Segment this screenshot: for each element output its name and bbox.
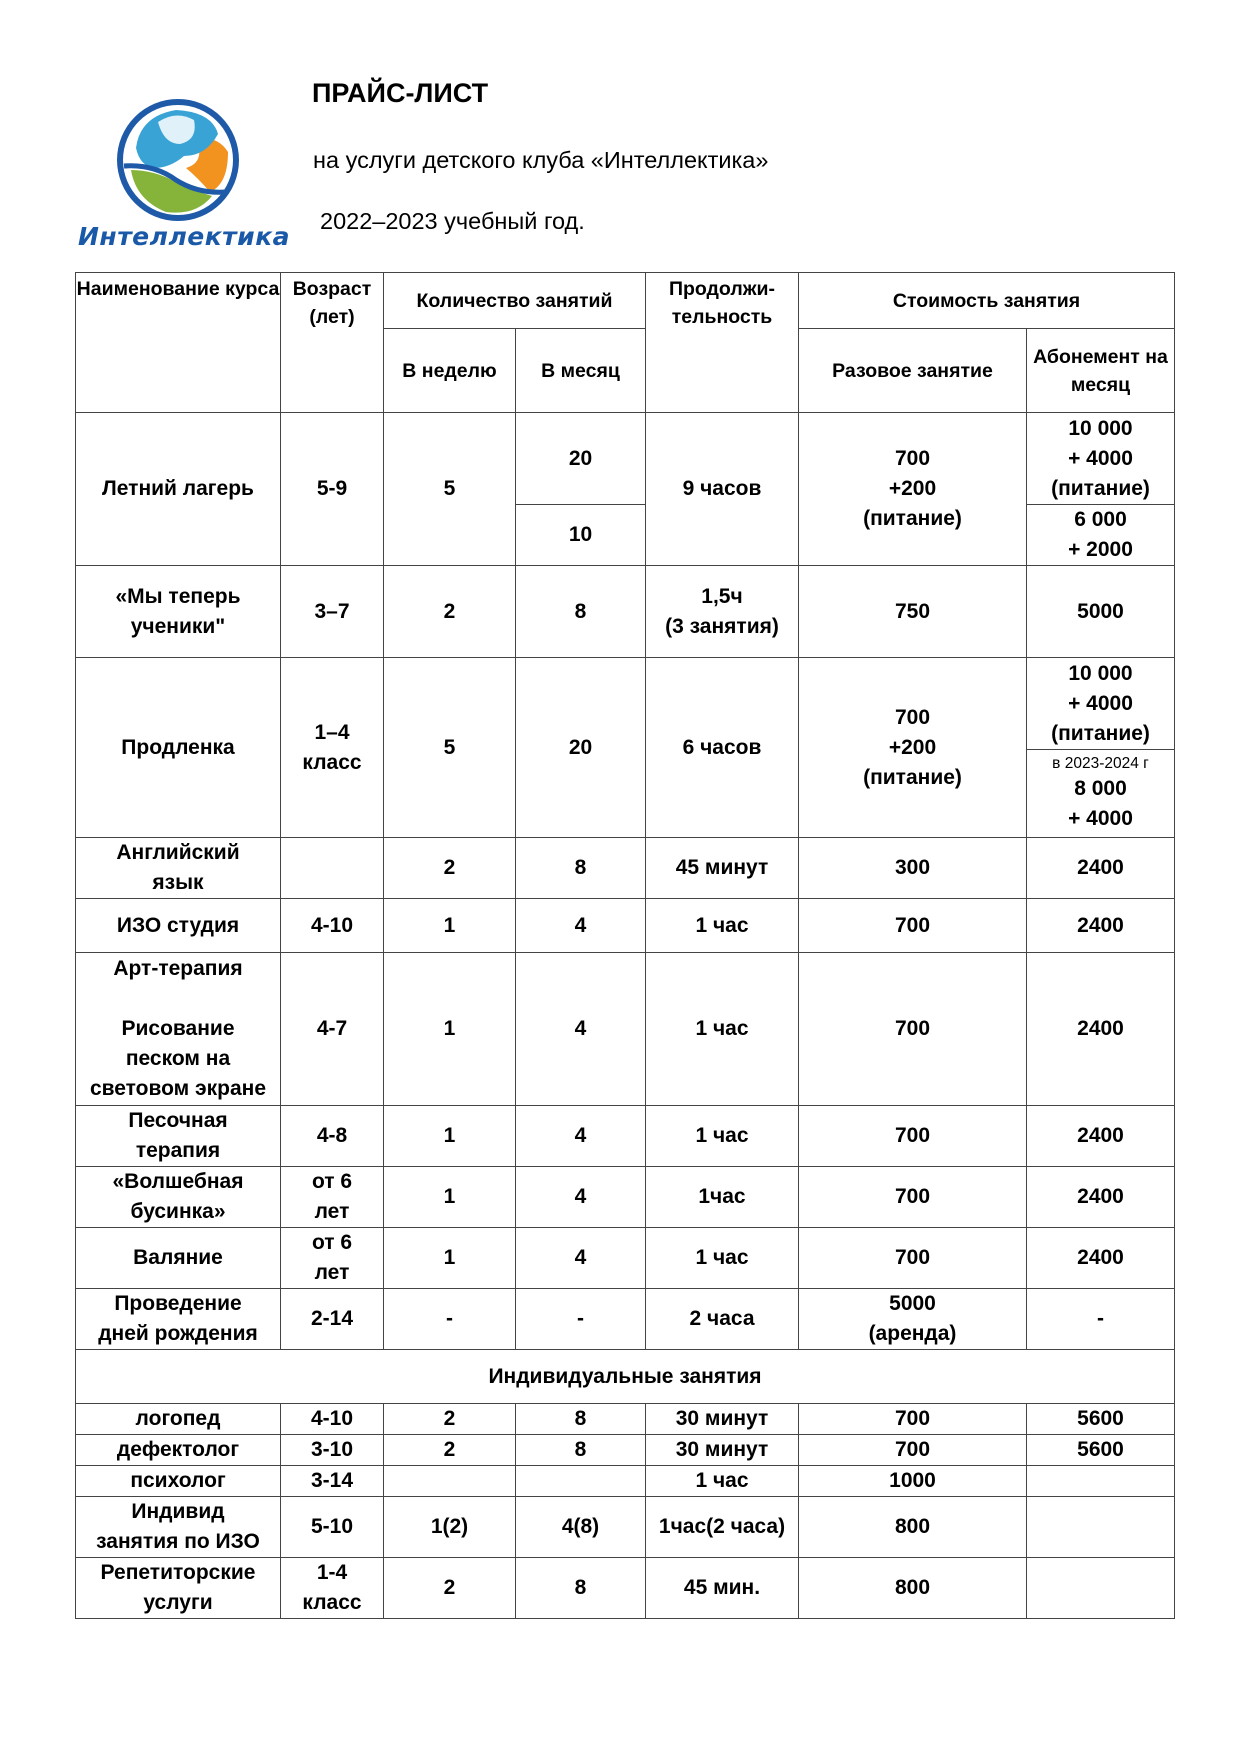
course-name: Летний лагерь <box>76 413 281 566</box>
course-subscription: 6 000 + 2000 <box>1027 505 1175 566</box>
table-row <box>76 1289 1175 1350</box>
table-row <box>76 1466 1175 1497</box>
price-table <box>75 272 1175 1619</box>
course-duration: 1 час <box>646 1106 799 1167</box>
course-per-month: 20 <box>516 413 646 505</box>
subscription-note: в 2023-2024 г <box>1052 754 1149 772</box>
course-per-month: 8 <box>516 838 646 899</box>
course-duration: 45 мин. <box>646 1558 799 1619</box>
course-age: от 6 лет <box>281 1167 384 1228</box>
course-name: дефектолог <box>76 1435 281 1466</box>
course-per-week: 2 <box>384 1435 516 1466</box>
header-cost: Стоимость занятия <box>799 273 1175 329</box>
course-duration: 2 часа <box>646 1289 799 1350</box>
course-age: 4-10 <box>281 1404 384 1435</box>
header-age: Возраст (лет) <box>281 273 384 413</box>
table-row <box>76 838 1175 899</box>
table-row <box>76 1167 1175 1228</box>
section-row <box>76 1350 1175 1404</box>
table-row <box>76 566 1175 658</box>
course-single-price: 5000 (аренда) <box>799 1289 1027 1350</box>
course-subscription <box>1027 1558 1175 1619</box>
course-subscription: 10 000 + 4000 (питание) <box>1027 658 1175 750</box>
course-age: 1–4 класс <box>281 658 384 838</box>
header-per-month: В месяц <box>516 329 646 413</box>
course-age: 4-7 <box>281 953 384 1106</box>
course-per-month: 4 <box>516 1167 646 1228</box>
course-subscription <box>1027 1466 1175 1497</box>
logo-text: Интеллектика <box>78 222 291 251</box>
header-single-lesson: Разовое занятие <box>799 329 1027 413</box>
course-per-week: 1 <box>384 953 516 1106</box>
course-single-price: 700 <box>799 1167 1027 1228</box>
course-name: логопед <box>76 1404 281 1435</box>
course-duration: 30 минут <box>646 1404 799 1435</box>
page-title: ПРАЙС-ЛИСТ <box>312 78 489 108</box>
table-row <box>76 1404 1175 1435</box>
course-per-month: 4 <box>516 1106 646 1167</box>
course-age: 1-4 класс <box>281 1558 384 1619</box>
course-duration: 1 час <box>646 953 799 1106</box>
course-name: «Мы теперь ученики" <box>76 566 281 658</box>
course-per-month: 20 <box>516 658 646 838</box>
course-single-price: 700 <box>799 1404 1027 1435</box>
course-duration: 6 часов <box>646 658 799 838</box>
header-course-name: Наименование курса <box>76 273 281 413</box>
course-name: Песочная терапия <box>76 1106 281 1167</box>
course-subscription <box>1027 1497 1175 1558</box>
table-row <box>76 1558 1175 1619</box>
course-duration: 1 час <box>646 899 799 953</box>
course-name: психолог <box>76 1466 281 1497</box>
course-single-price: 300 <box>799 838 1027 899</box>
course-per-week: 1 <box>384 1106 516 1167</box>
course-subscription: 2400 <box>1027 1228 1175 1289</box>
course-duration: 9 часов <box>646 413 799 566</box>
course-per-month: - <box>516 1289 646 1350</box>
table-row <box>76 413 1175 505</box>
course-single-price: 700 <box>799 1435 1027 1466</box>
course-name: Индивид занятия по ИЗО <box>76 1497 281 1558</box>
course-per-week: - <box>384 1289 516 1350</box>
course-subscription <box>1027 750 1175 838</box>
course-single-price: 700 <box>799 953 1027 1106</box>
course-age: 2-14 <box>281 1289 384 1350</box>
course-single-price: 800 <box>799 1558 1027 1619</box>
course-duration: 1 час <box>646 1228 799 1289</box>
course-per-week <box>384 1466 516 1497</box>
table-row <box>76 1497 1175 1558</box>
course-name: «Волшебная бусинка» <box>76 1167 281 1228</box>
course-subscription: 2400 <box>1027 953 1175 1106</box>
course-age <box>281 838 384 899</box>
course-age: 3-14 <box>281 1466 384 1497</box>
course-per-month: 4 <box>516 1228 646 1289</box>
table-row <box>76 953 1175 1106</box>
course-age: 3–7 <box>281 566 384 658</box>
course-subscription: 2400 <box>1027 899 1175 953</box>
course-age: от 6 лет <box>281 1228 384 1289</box>
course-per-month: 10 <box>516 505 646 566</box>
course-single-price: 1000 <box>799 1466 1027 1497</box>
course-subscription: 2400 <box>1027 1167 1175 1228</box>
page-subtitle: на услуги детского клуба «Интеллектика» <box>313 147 769 173</box>
course-per-month: 8 <box>516 1404 646 1435</box>
course-age: 5-9 <box>281 413 384 566</box>
course-name: Проведение дней рождения <box>76 1289 281 1350</box>
course-duration: 30 минут <box>646 1435 799 1466</box>
course-per-week: 1 <box>384 899 516 953</box>
course-subscription: 5600 <box>1027 1404 1175 1435</box>
course-per-month: 4 <box>516 899 646 953</box>
school-year: 2022–2023 учебный год. <box>320 208 585 234</box>
header-lesson-count: Количество занятий <box>384 273 646 329</box>
course-single-price: 700 <box>799 1228 1027 1289</box>
course-age: 3-10 <box>281 1435 384 1466</box>
course-single-price: 700 <box>799 1106 1027 1167</box>
header-duration: Продолжи- тельность <box>646 273 799 413</box>
course-name: Репетиторские услуги <box>76 1558 281 1619</box>
course-subscription: - <box>1027 1289 1175 1350</box>
table-row <box>76 1106 1175 1167</box>
club-logo <box>78 96 291 256</box>
course-name: Английский язык <box>76 838 281 899</box>
course-single-price: 700 +200 (питание) <box>799 413 1027 566</box>
course-subscription: 10 000 + 4000 (питание) <box>1027 413 1175 505</box>
course-per-week: 2 <box>384 1558 516 1619</box>
course-per-week: 5 <box>384 658 516 838</box>
course-name: Арт-терапия Рисование песком на световом экране <box>76 953 281 1106</box>
course-per-month: 8 <box>516 1435 646 1466</box>
course-single-price: 700 +200 (питание) <box>799 658 1027 838</box>
course-per-month: 4 <box>516 953 646 1106</box>
header-per-week: В неделю <box>384 329 516 413</box>
course-single-price: 800 <box>799 1497 1027 1558</box>
course-age: 4-8 <box>281 1106 384 1167</box>
course-age: 4-10 <box>281 899 384 953</box>
course-per-month: 4(8) <box>516 1497 646 1558</box>
course-per-month <box>516 1466 646 1497</box>
course-age: 5-10 <box>281 1497 384 1558</box>
course-per-week: 2 <box>384 838 516 899</box>
section-individual-title: Индивидуальные занятия <box>76 1350 1175 1404</box>
course-duration: 1час <box>646 1167 799 1228</box>
course-name: Продленка <box>76 658 281 838</box>
course-per-month: 8 <box>516 1558 646 1619</box>
course-duration: 1 час <box>646 1466 799 1497</box>
course-subscription: 5600 <box>1027 1435 1175 1466</box>
course-subscription: 2400 <box>1027 1106 1175 1167</box>
table-row <box>76 1435 1175 1466</box>
table-row <box>76 1228 1175 1289</box>
course-per-week: 2 <box>384 566 516 658</box>
course-per-week: 2 <box>384 1404 516 1435</box>
course-duration: 1,5ч (3 занятия) <box>646 566 799 658</box>
course-duration: 45 минут <box>646 838 799 899</box>
course-subscription: 2400 <box>1027 838 1175 899</box>
course-duration: 1час(2 часа) <box>646 1497 799 1558</box>
course-name: ИЗО студия <box>76 899 281 953</box>
logo-emblem-icon <box>114 96 242 224</box>
course-per-week: 5 <box>384 413 516 566</box>
table-row <box>76 899 1175 953</box>
course-single-price: 750 <box>799 566 1027 658</box>
course-per-month: 8 <box>516 566 646 658</box>
course-subscription: 5000 <box>1027 566 1175 658</box>
course-single-price: 700 <box>799 899 1027 953</box>
course-per-week: 1 <box>384 1228 516 1289</box>
course-name: Валяние <box>76 1228 281 1289</box>
course-per-week: 1(2) <box>384 1497 516 1558</box>
subscription-value: 8 000 + 4000 <box>1068 776 1133 830</box>
table-row <box>76 658 1175 750</box>
course-per-week: 1 <box>384 1167 516 1228</box>
header-subscription: Абонемент на месяц <box>1027 329 1175 413</box>
